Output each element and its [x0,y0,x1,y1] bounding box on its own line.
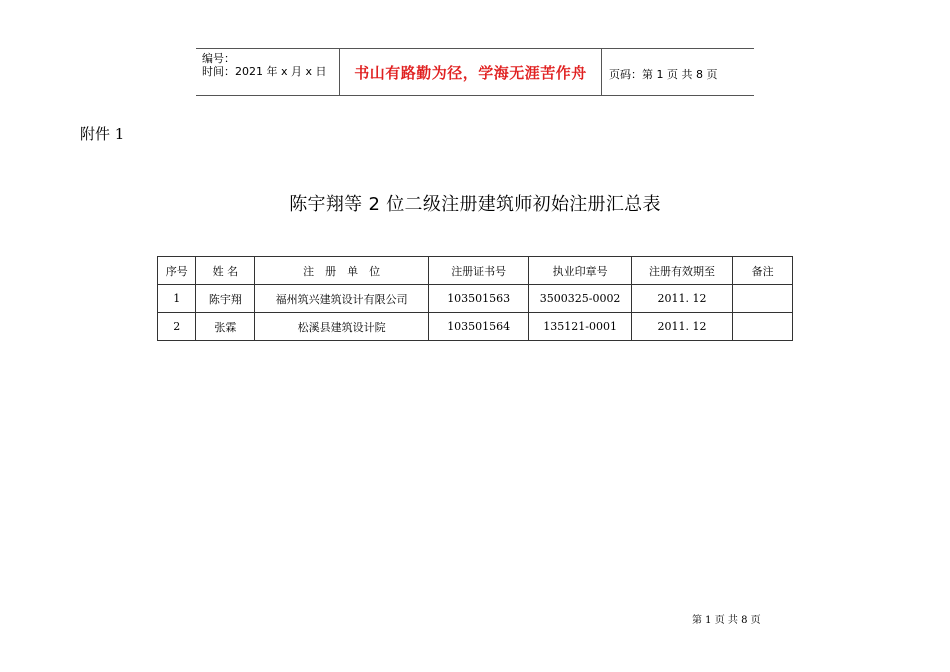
cell-seal: 135121-0001 [529,313,631,341]
table-row [158,285,793,313]
header-page-info: 页码：第 1 页 共 8 页 [609,68,718,81]
cell-cert: 103501563 [428,285,529,313]
cell-valid: 2011. 12 [631,285,733,313]
header-cert: 注册证书号 [428,257,529,285]
cell-note [733,313,793,341]
header-seq: 序号 [158,257,196,285]
attachment-label: 附件 1 [80,125,125,143]
header-meta [202,52,327,78]
header-motto: 书山有路勤为径，学海无涯苦作舟 [339,48,602,96]
cell-note [733,285,793,313]
cell-seal: 3500325-0002 [529,285,631,313]
header-note: 备注 [733,257,793,285]
table-header-row [158,257,793,285]
number-label: 编号： [202,52,235,65]
header-unit: 注 册 单 位 [255,257,428,285]
page-title: 陈宇翔等 2 位二级注册建筑师初始注册汇总表 [289,194,661,215]
header-valid: 注册有效期至 [631,257,733,285]
cell-unit: 福州筑兴建筑设计有限公司 [255,285,428,313]
header-seal: 执业印章号 [529,257,631,285]
summary-table [157,256,793,341]
time-label: 时间：2021 年 x 月 x 日 [202,65,327,78]
cell-cert: 103501564 [428,313,529,341]
cell-seq: 2 [158,313,196,341]
page-header [196,48,754,96]
cell-name: 张霖 [196,313,255,341]
header-name: 姓 名 [196,257,255,285]
cell-unit: 松溪县建筑设计院 [255,313,428,341]
table-row [158,313,793,341]
page-footer: 第 1 页 共 8 页 [692,615,761,626]
cell-valid: 2011. 12 [631,313,733,341]
cell-seq: 1 [158,285,196,313]
cell-name: 陈宇翔 [196,285,255,313]
